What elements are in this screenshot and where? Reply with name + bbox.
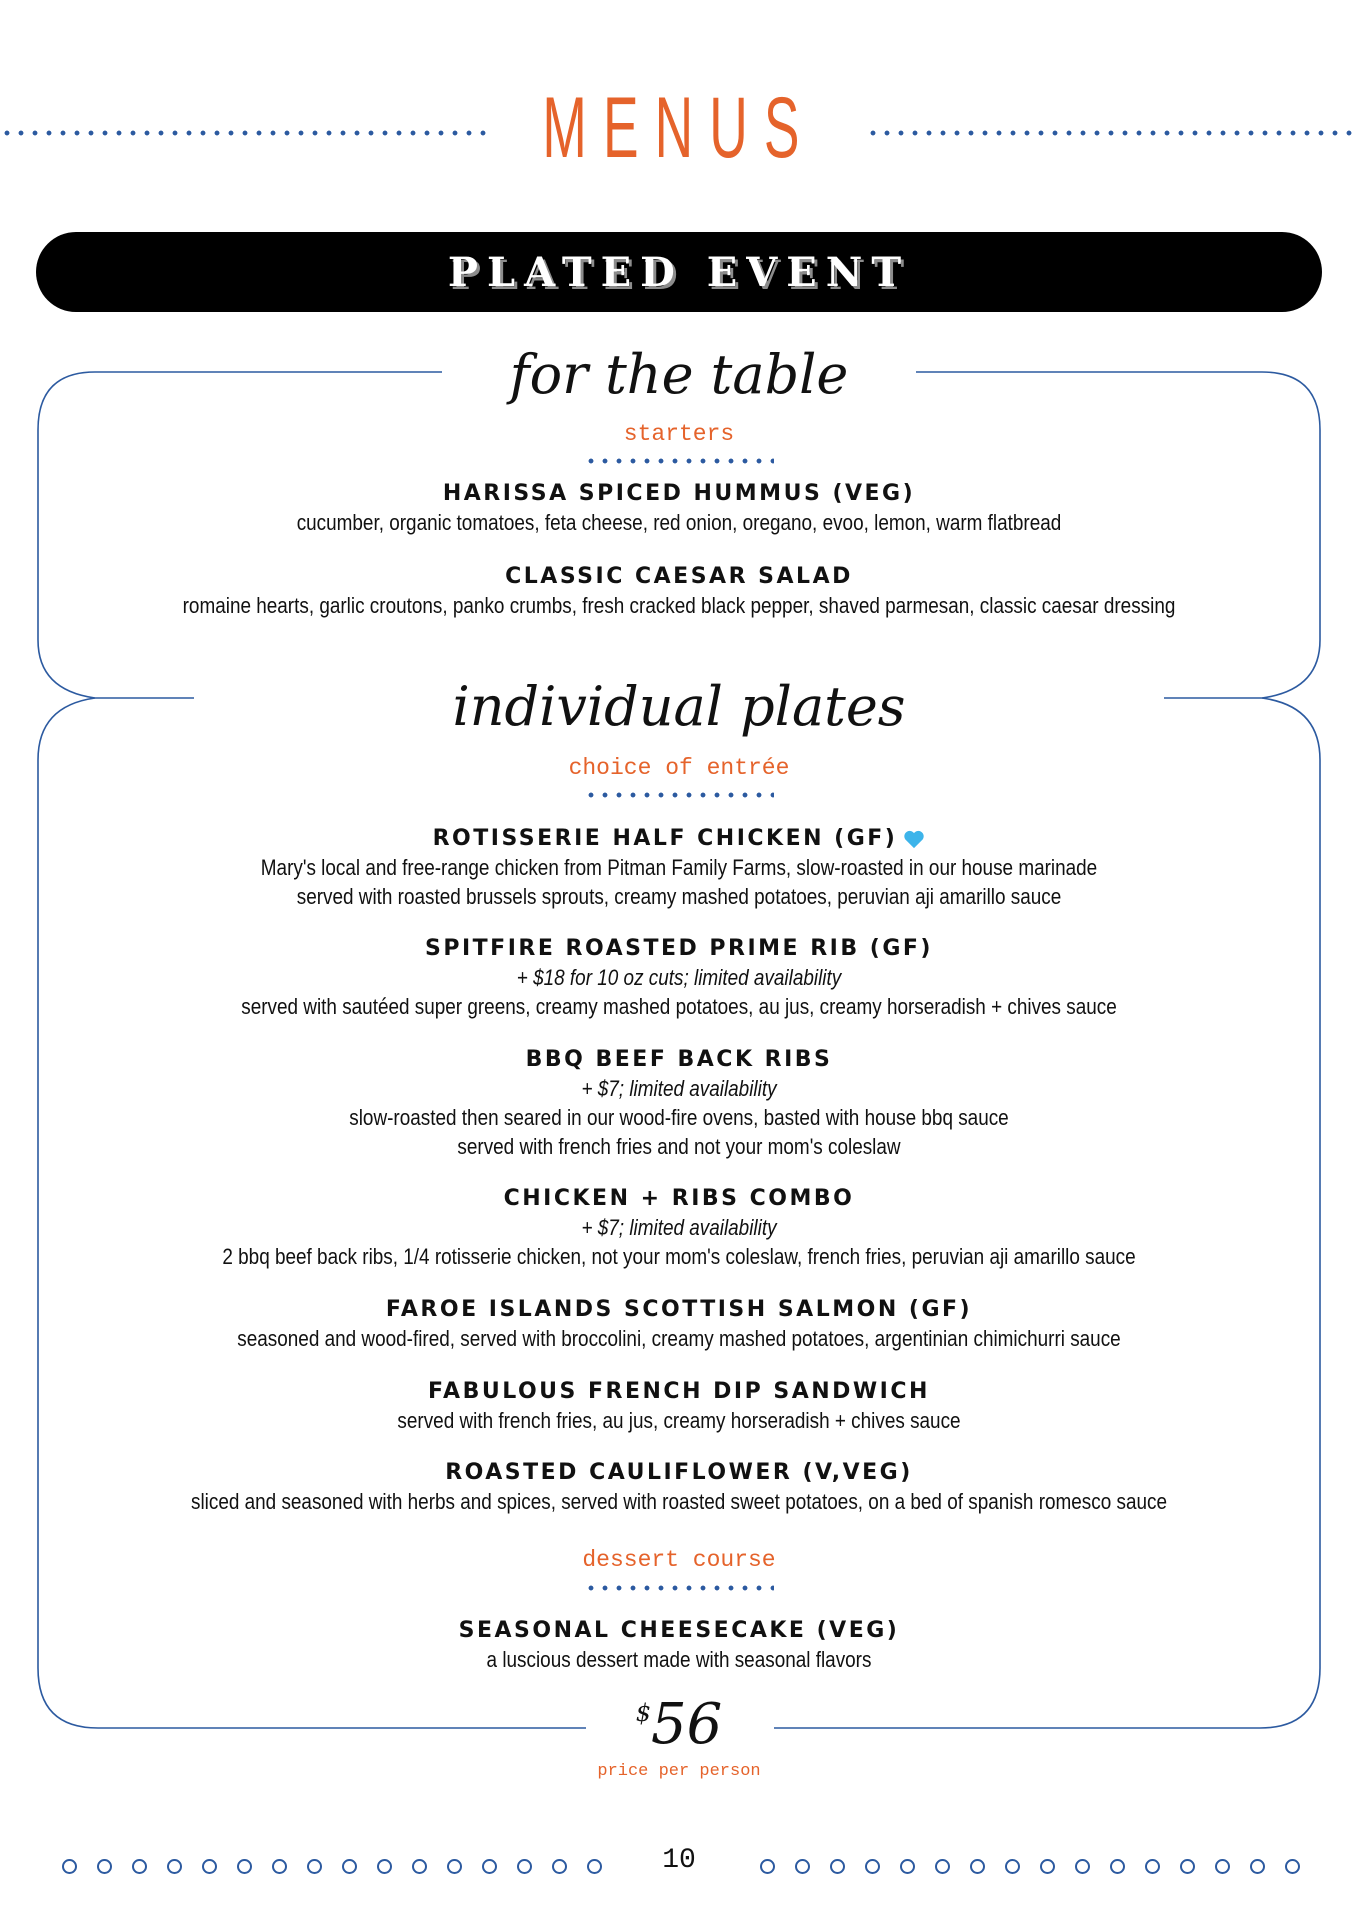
- item-description: served with french fries and not your mom's coleslaw: [457, 1134, 901, 1159]
- footer-circles-right: [760, 1859, 1300, 1874]
- page-number: 10: [662, 1845, 696, 1876]
- menu-item: [0, 1045, 1358, 1161]
- heart-icon: [903, 829, 925, 849]
- dessert-subheading: dessert course: [582, 1547, 776, 1573]
- item-name: ROTISSERIE HALF CHICKEN (GF): [432, 826, 898, 851]
- section-heading-individual-plates: individual plates: [452, 675, 906, 738]
- dessert-dots: [584, 1585, 774, 1591]
- item-name-row: [0, 824, 1358, 853]
- item-note: + $7; limited availability: [581, 1076, 777, 1101]
- starters-dots: [584, 458, 774, 464]
- menu-item: [0, 479, 1358, 537]
- item-name: CLASSIC CAESAR SALAD: [505, 564, 853, 589]
- entree-dots: [584, 792, 774, 798]
- item-name: SEASONAL CHEESECAKE (VEG): [458, 1618, 900, 1643]
- menu-item: [0, 1377, 1358, 1435]
- item-name: FAROE ISLANDS SCOTTISH SALMON (GF): [385, 1297, 973, 1322]
- item-description: served with sautéed super greens, creamy mashed potatoes, au jus, creamy horseradish + chives sauce: [241, 994, 1117, 1019]
- menu-item: [0, 1184, 1358, 1271]
- item-description: romaine hearts, garlic croutons, panko crumbs, fresh cracked black pepper, shaved parmesan, classic caesar dressing: [182, 593, 1176, 618]
- item-note: + $18 for 10 oz cuts; limited availability: [516, 965, 842, 990]
- item-description: Mary's local and free-range chicken from Pitman Family Farms, slow-roasted in our house marinade: [260, 855, 1098, 880]
- page-title: MENUS: [542, 80, 816, 176]
- item-name: HARISSA SPICED HUMMUS (VEG): [442, 481, 916, 506]
- price-caption: price per person: [597, 1762, 761, 1781]
- menu-item: [0, 824, 1358, 911]
- menu-item: [0, 562, 1358, 620]
- item-description: a luscious dessert made with seasonal flavors: [486, 1647, 872, 1672]
- item-name: FABULOUS FRENCH DIP SANDWICH: [428, 1379, 930, 1404]
- price-currency: $: [635, 1699, 651, 1727]
- item-description: cucumber, organic tomatoes, feta cheese, red onion, oregano, evoo, lemon, warm flatbread: [296, 510, 1062, 535]
- item-description: served with french fries, au jus, creamy horseradish + chives sauce: [397, 1408, 961, 1433]
- item-description: seasoned and wood-fired, served with broccolini, creamy mashed potatoes, argentinian chimichurri sauce: [237, 1326, 1121, 1351]
- item-name: ROASTED CAULIFLOWER (V,VEG): [445, 1460, 913, 1485]
- starters-subheading: starters: [623, 421, 735, 447]
- section-heading-for-the-table: for the table: [509, 343, 849, 406]
- item-description: slow-roasted then seared in our wood-fire ovens, basted with house bbq sauce: [349, 1105, 1009, 1130]
- item-note: + $7; limited availability: [581, 1215, 777, 1240]
- price: [0, 1692, 1358, 1757]
- banner-title: PLATED EVENT: [447, 248, 911, 296]
- menu-item: [0, 934, 1358, 1021]
- menu-item: [0, 1458, 1358, 1516]
- item-description: 2 bbq beef back ribs, 1/4 rotisserie chicken, not your mom's coleslaw, french fries, peruvian aji amarillo sauce: [222, 1244, 1136, 1269]
- item-name: CHICKEN + RIBS COMBO: [503, 1186, 855, 1211]
- price-amount: 56: [651, 1692, 723, 1757]
- menu-item: [0, 1616, 1358, 1674]
- item-name: SPITFIRE ROASTED PRIME RIB (GF): [425, 936, 933, 961]
- item-description: sliced and seasoned with herbs and spices, served with roasted sweet potatoes, on a bed of spanish romesco sauce: [190, 1489, 1167, 1514]
- entree-subheading: choice of entrée: [568, 755, 790, 781]
- menu-item: [0, 1295, 1358, 1353]
- item-name: BBQ BEEF BACK RIBS: [525, 1047, 833, 1072]
- item-description: served with roasted brussels sprouts, creamy mashed potatoes, peruvian aji amarillo sauce: [296, 884, 1062, 909]
